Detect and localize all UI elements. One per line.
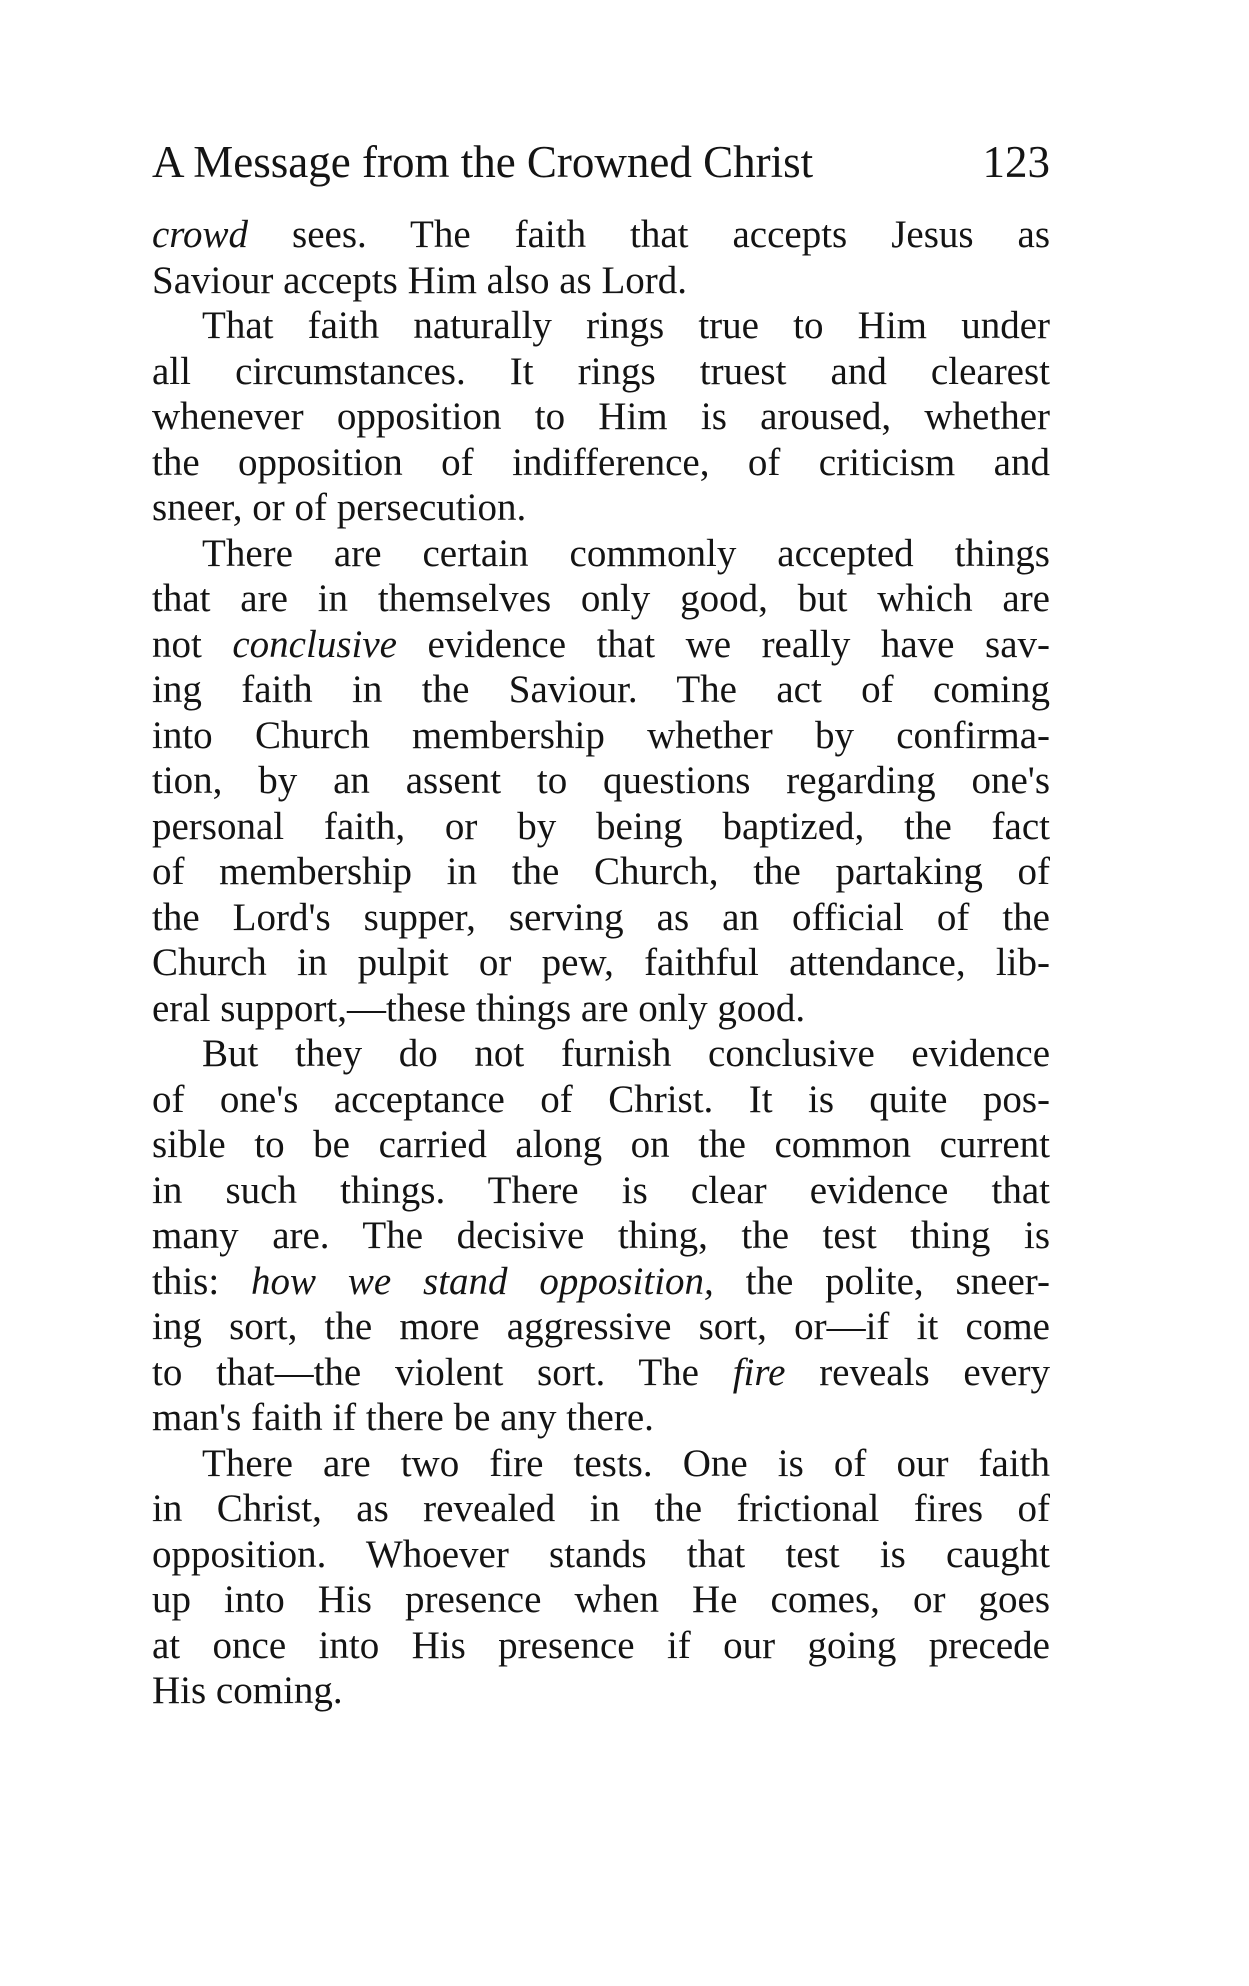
text-run: to that—the violent sort. The [152,1350,733,1394]
text-run: ing faith in the Saviour. The act of coming [152,668,1050,711]
text-line [152,895,1050,941]
text-run: whenever opposition to Him is aroused, whether [152,395,1050,438]
text-run: reveals every [785,1350,1050,1394]
text-line [152,1077,1050,1123]
text-line [152,1577,1050,1623]
text-run: Church in pulpit or pew, faithful attendance, lib- [152,941,1050,984]
text-line [152,1168,1050,1214]
text-run: sneer, or of persecution. [152,486,527,529]
text-line [152,576,1050,622]
text-run: many are. The decisive thing, the test thing is [152,1214,1050,1257]
text-run: evidence that we really have sav- [396,622,1050,666]
text-run: opposition. Whoever stands that test is caught [152,1532,1050,1576]
italic-text: conclusive [232,622,397,666]
page-number: 123 [982,137,1050,187]
text-run: His coming. [152,1669,343,1712]
text-run: up into His presence when He comes, or goes [152,1578,1050,1621]
text-line [152,986,1050,1032]
text-line [152,1623,1050,1669]
text-line [152,531,1050,577]
body-text [152,212,1050,1714]
text-line [152,1350,1050,1396]
text-line [152,849,1050,895]
text-run: this: [152,1259,252,1303]
text-run: into Church membership whether by confirma- [152,713,1050,757]
text-run: in such things. There is clear evidence that [152,1168,1050,1212]
text-run: the Lord's supper, serving as an official of the [152,895,1050,939]
text-line [152,212,1050,258]
text-line [152,713,1050,759]
running-header [152,132,1050,192]
text-line [152,303,1050,349]
text-run: man's faith if there be any there. [152,1396,654,1439]
text-line [152,1259,1050,1305]
text-run: all circumstances. It rings truest and clearest [152,349,1050,393]
paragraph [152,303,1050,531]
text-line [152,1532,1050,1578]
text-run: of one's acceptance of Christ. It is quite pos- [152,1077,1050,1121]
text-run: of membership in the Church, the partaking of [152,850,1050,893]
text-line [152,804,1050,850]
text-line [152,1668,1050,1714]
text-line [152,940,1050,986]
text-line [152,440,1050,486]
italic-text: crowd [152,213,249,256]
text-run: sible to be carried along on the common current [152,1123,1050,1166]
text-run: ing sort, the more aggressive sort, or—if it come [152,1305,1050,1348]
text-run: in Christ, as revealed in the frictional fires of [152,1487,1050,1530]
text-run: There are two fire tests. One is of our faith [202,1441,1050,1485]
text-run: that are in themselves only good, but which are [152,577,1050,620]
text-run: There are certain commonly accepted things [202,531,1050,575]
text-run: personal faith, or by being baptized, the fact [152,804,1050,848]
text-line [152,758,1050,804]
paragraph [152,1441,1050,1714]
text-line [152,1486,1050,1532]
running-title: A Message from the Crowned Christ [152,137,814,187]
paragraph [152,212,1050,303]
text-line [152,1031,1050,1077]
text-run: eral support,—these things are only good. [152,986,806,1030]
italic-text: how we stand opposition, [251,1259,714,1303]
text-run: Saviour accepts Him also as Lord. [152,258,688,302]
text-run: at once into His presence if our going precede [152,1623,1050,1667]
text-run: not [152,622,233,666]
text-line [152,622,1050,668]
paragraph [152,531,1050,1032]
text-line [152,1213,1050,1259]
text-line [152,394,1050,440]
text-line [152,667,1050,713]
text-run: tion, by an assent to questions regarding one's [152,759,1050,802]
text-run: But they do not furnish conclusive evidence [202,1032,1050,1075]
text-line [152,1304,1050,1350]
italic-text: fire [732,1350,786,1394]
text-run: the opposition of indifference, of criticism and [152,440,1050,484]
text-line [152,349,1050,395]
text-line [152,1395,1050,1441]
text-run: the polite, sneer- [713,1259,1050,1303]
text-line [152,258,1050,304]
text-run: sees. The faith that accepts Jesus as [248,213,1050,256]
text-run: That faith naturally rings true to Him under [202,304,1050,347]
text-line [152,1441,1050,1487]
text-line [152,1122,1050,1168]
text-line [152,485,1050,531]
paragraph [152,1031,1050,1441]
